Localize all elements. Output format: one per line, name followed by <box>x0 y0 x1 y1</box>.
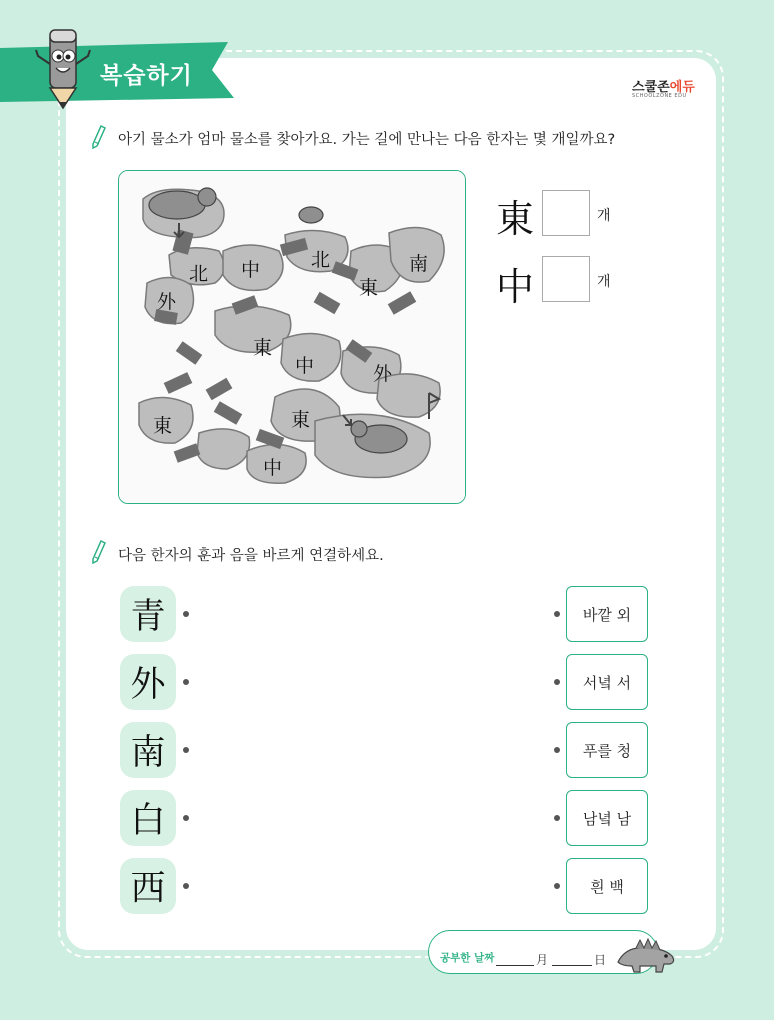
question-1: 아기 물소가 엄마 물소를 찾아가요. 가는 길에 만나는 다음 한자는 몇 개일까요? <box>118 132 616 148</box>
brand-subtitle: SCHOOLZONE EDU <box>632 93 687 99</box>
pencil-icon <box>92 540 106 564</box>
month-unit: 月 <box>536 953 549 967</box>
meaning-box-4: 남녘 남 <box>566 790 648 846</box>
brand-main-text: 스쿨존 <box>632 80 670 95</box>
maze-char-7: 東 <box>253 337 273 359</box>
meaning-box-1: 바깥 외 <box>566 586 648 642</box>
answer-unit-east: 개 <box>597 208 611 224</box>
day-line[interactable] <box>552 965 592 966</box>
maze-illustration <box>118 170 466 504</box>
day-unit: 日 <box>594 953 607 967</box>
connect-dot-left-4[interactable] <box>183 815 189 821</box>
meaning-box-5: 흰 백 <box>566 858 648 914</box>
connect-dot-right-3[interactable] <box>554 747 560 753</box>
pencil-icon <box>92 125 106 149</box>
connect-dot-right-5[interactable] <box>554 883 560 889</box>
connect-dot-left-1[interactable] <box>183 611 189 617</box>
connect-dot-left-5[interactable] <box>183 883 189 889</box>
maze-drawing <box>119 171 466 504</box>
question-2: 다음 한자의 훈과 음을 바르게 연결하세요. <box>118 548 384 564</box>
maze-char-9: 外 <box>373 363 393 385</box>
pencil-mascot-icon <box>32 26 94 110</box>
hanja-box-5: 西 <box>120 858 176 914</box>
connect-dot-right-4[interactable] <box>554 815 560 821</box>
connect-dot-left-3[interactable] <box>183 747 189 753</box>
maze-char-6: 東 <box>359 277 379 299</box>
connect-dot-left-2[interactable] <box>183 679 189 685</box>
answer-box-middle[interactable] <box>542 256 590 302</box>
maze-char-8: 中 <box>295 355 315 377</box>
maze-char-12: 中 <box>263 457 283 479</box>
maze-char-10: 東 <box>153 415 173 437</box>
month-line[interactable] <box>496 965 534 966</box>
connect-dot-right-2[interactable] <box>554 679 560 685</box>
answer-hanja-middle: 中 <box>496 265 535 309</box>
meaning-box-3: 푸를 청 <box>566 722 648 778</box>
brand-edu-text: 에듀 <box>669 80 695 95</box>
hanja-box-1: 青 <box>120 586 176 642</box>
answer-hanja-east: 東 <box>496 197 535 241</box>
maze-char-4: 南 <box>409 253 429 275</box>
maze-char-11: 東 <box>291 409 311 431</box>
maze-char-1: 北 <box>189 263 209 285</box>
answer-box-east[interactable] <box>542 190 590 236</box>
maze-char-2: 中 <box>241 259 261 281</box>
hanja-box-3: 南 <box>120 722 176 778</box>
hanja-box-4: 白 <box>120 790 176 846</box>
page-title: 복습하기 <box>100 63 193 89</box>
meaning-box-2: 서녘 서 <box>566 654 648 710</box>
hanja-box-2: 外 <box>120 654 176 710</box>
connect-dot-right-1[interactable] <box>554 611 560 617</box>
answer-unit-middle: 개 <box>597 274 611 290</box>
dinosaur-icon <box>614 932 678 974</box>
maze-char-5: 外 <box>157 291 177 313</box>
maze-char-3: 北 <box>311 249 331 271</box>
study-date-label: 공부한 날짜 <box>440 952 495 964</box>
